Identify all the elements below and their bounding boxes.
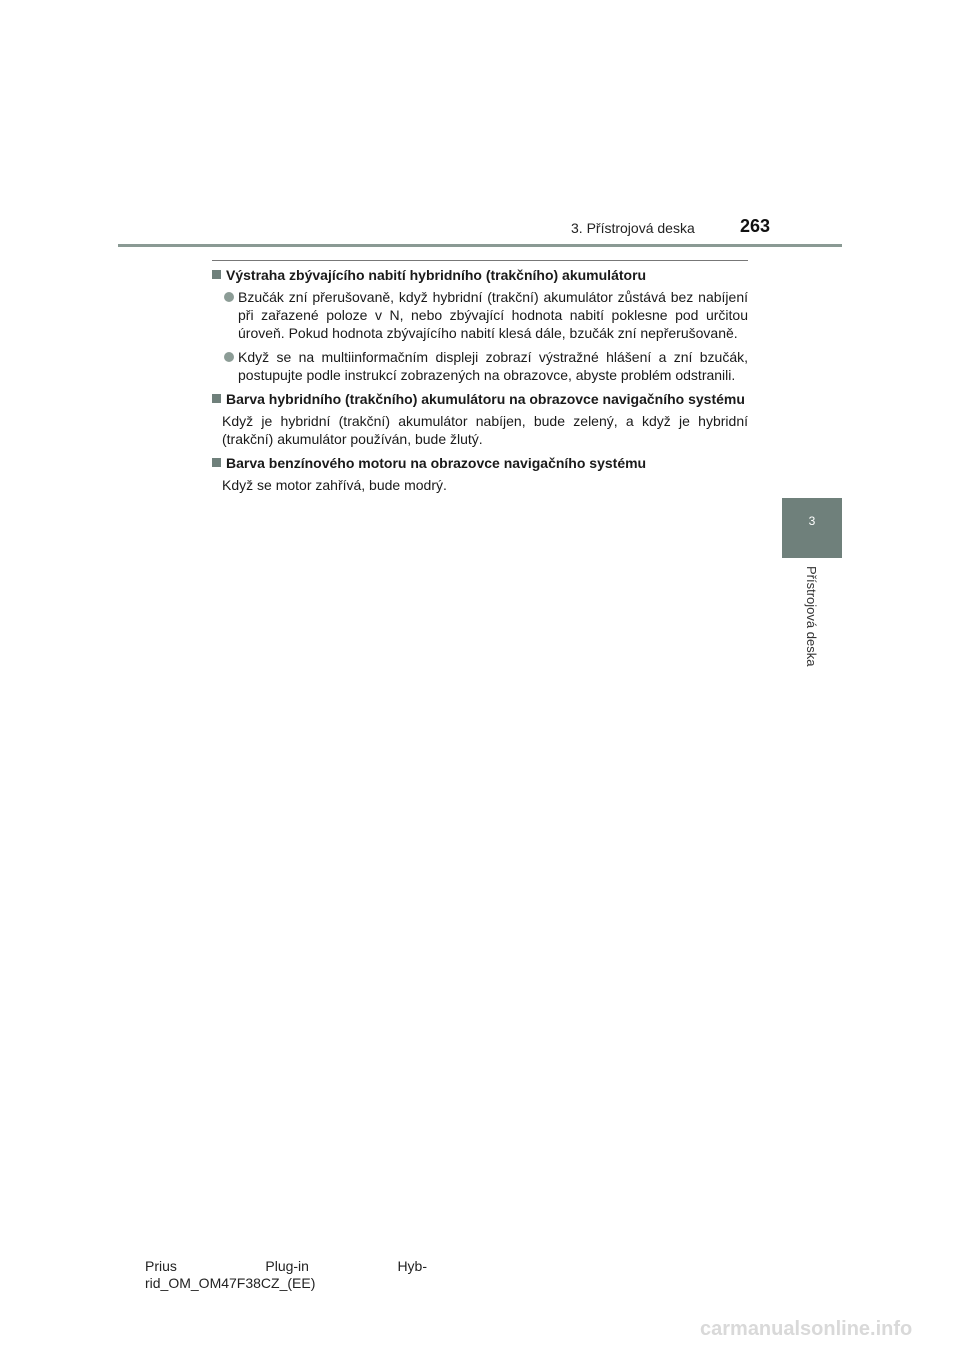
list-item: Když se na multiinformačním displeji zobrazí výstražné hlášení a zní bzučák, postupujte podle instrukcí zobrazených na obrazovce, abyste problém odstranili. (212, 348, 748, 384)
footer-word: Hyb- (397, 1258, 427, 1274)
header-divider (118, 244, 842, 247)
content-divider (212, 260, 748, 261)
section-heading: Barva hybridního (trakčního) akumulátoru na obrazovce navigačního systému (212, 390, 748, 408)
footer-line: rid_OM_OM47F38CZ_(EE) (145, 1275, 316, 1291)
footer-word: Plug-in (265, 1258, 309, 1274)
footer-doc-id (145, 1258, 427, 1292)
section-text: Když je hybridní (trakční) akumulátor nabíjen, bude zelený, a když je hybridní (trakční) akumulátor používán, bude žlutý. (222, 413, 748, 447)
circle-bullet-icon (224, 352, 234, 362)
circle-bullet-icon (224, 292, 234, 302)
square-bullet-icon (212, 270, 221, 279)
page-content (212, 266, 748, 500)
section-text: Když se motor zahřívá, bude modrý. (222, 477, 447, 493)
section-title: 3. Přístrojová deska (571, 220, 695, 236)
chapter-tab (782, 498, 842, 558)
square-bullet-icon (212, 458, 221, 467)
square-bullet-icon (212, 394, 221, 403)
chapter-number: 3 (808, 514, 816, 528)
list-item: Bzučák zní přerušovaně, když hybridní (trakční) akumulátor zůstává bez nabíjení při zařazené poloze v N, nebo zbývající hodnota nabití poklesne pod určitou úroveň. Pokud hodnota zbývajícího nabití klesá dále, bzučák zní nepřerušovaně. (212, 288, 748, 342)
section-heading: Výstraha zbývajícího nabití hybridního (trakčního) akumulátoru (212, 266, 748, 284)
chapter-label: Přístrojová deska (804, 566, 819, 667)
page-number: 263 (740, 216, 771, 236)
footer-word: Prius (145, 1258, 177, 1274)
section-heading: Barva benzínového motoru na obrazovce navigačního systému (212, 454, 748, 472)
watermark: carmanualsonline.info (700, 1318, 913, 1340)
